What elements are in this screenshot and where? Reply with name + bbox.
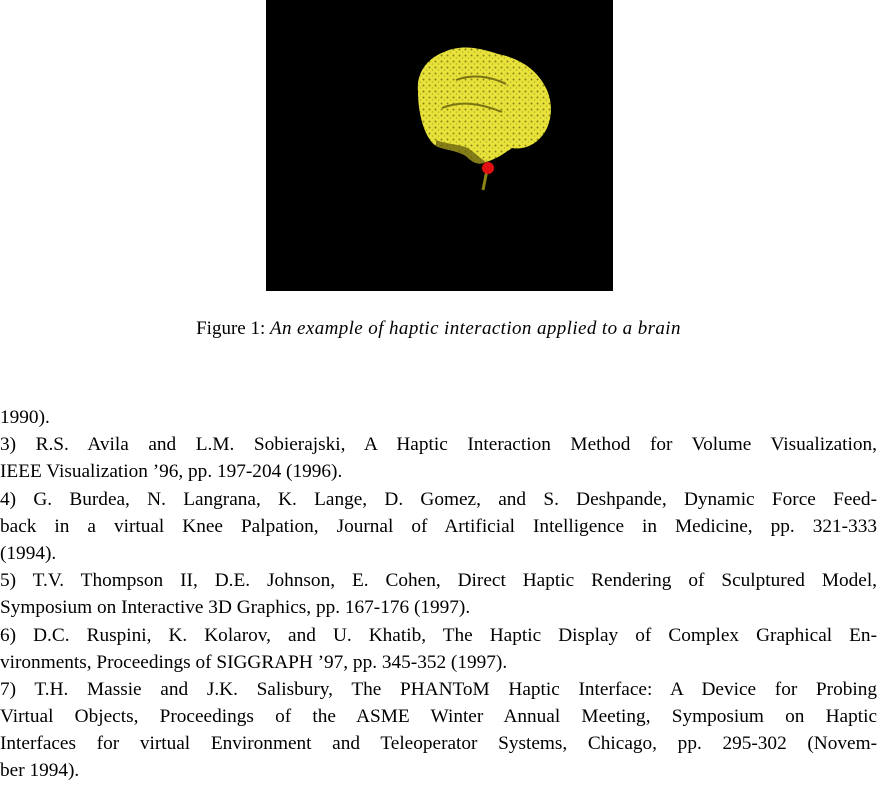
brain-render <box>266 0 613 291</box>
reference-line: 7) T.H. Massie and J.K. Salisbury, The PHANToM Haptic Interface: A Device for Probing <box>0 678 877 700</box>
figure-caption-text: An example of haptic interaction applied to a brain <box>269 318 681 339</box>
reference-line: Symposium on Interactive 3D Graphics, pp. 167-176 (1997). <box>0 597 471 619</box>
reference-line: 5) T.V. Thompson II, D.E. Johnson, E. Cohen, Direct Haptic Rendering of Sculptured Model, <box>0 570 877 592</box>
reference-line: (1994). <box>0 542 57 564</box>
reference-line: ber 1994). <box>0 760 80 782</box>
figure-caption <box>0 316 877 342</box>
reference-line: 3) R.S. Avila and L.M. Sobierajski, A Haptic Interaction Method for Volume Visualization, <box>0 434 877 456</box>
brain-haptic-figure <box>266 0 613 291</box>
references-list <box>0 404 877 785</box>
reference-line: 6) D.C. Ruspini, K. Kolarov, and U. Khatib, The Haptic Display of Complex Graphical En- <box>0 624 877 646</box>
reference-line: Interfaces for virtual Environment and Teleoperator Systems, Chicago, pp. 295-302 (Novem- <box>0 733 877 755</box>
figure-label: Figure 1: <box>196 318 266 339</box>
probe-tip <box>482 162 494 174</box>
reference-line: IEEE Visualization ’96, pp. 197-204 (1996). <box>0 461 343 483</box>
reference-line: back in a virtual Knee Palpation, Journal of Artificial Intelligence in Medicine, pp. 321-333 <box>0 515 877 537</box>
reference-line: vironments, Proceedings of SIGGRAPH ’97, pp. 345-352 (1997). <box>0 651 508 673</box>
reference-line: 1990). <box>0 407 50 428</box>
reference-line: 4) G. Burdea, N. Langrana, K. Lange, D. Gomez, and S. Deshpande, Dynamic Force Feed- <box>0 488 877 510</box>
reference-line: Virtual Objects, Proceedings of the ASME Winter Annual Meeting, Symposium on Haptic <box>0 706 877 728</box>
